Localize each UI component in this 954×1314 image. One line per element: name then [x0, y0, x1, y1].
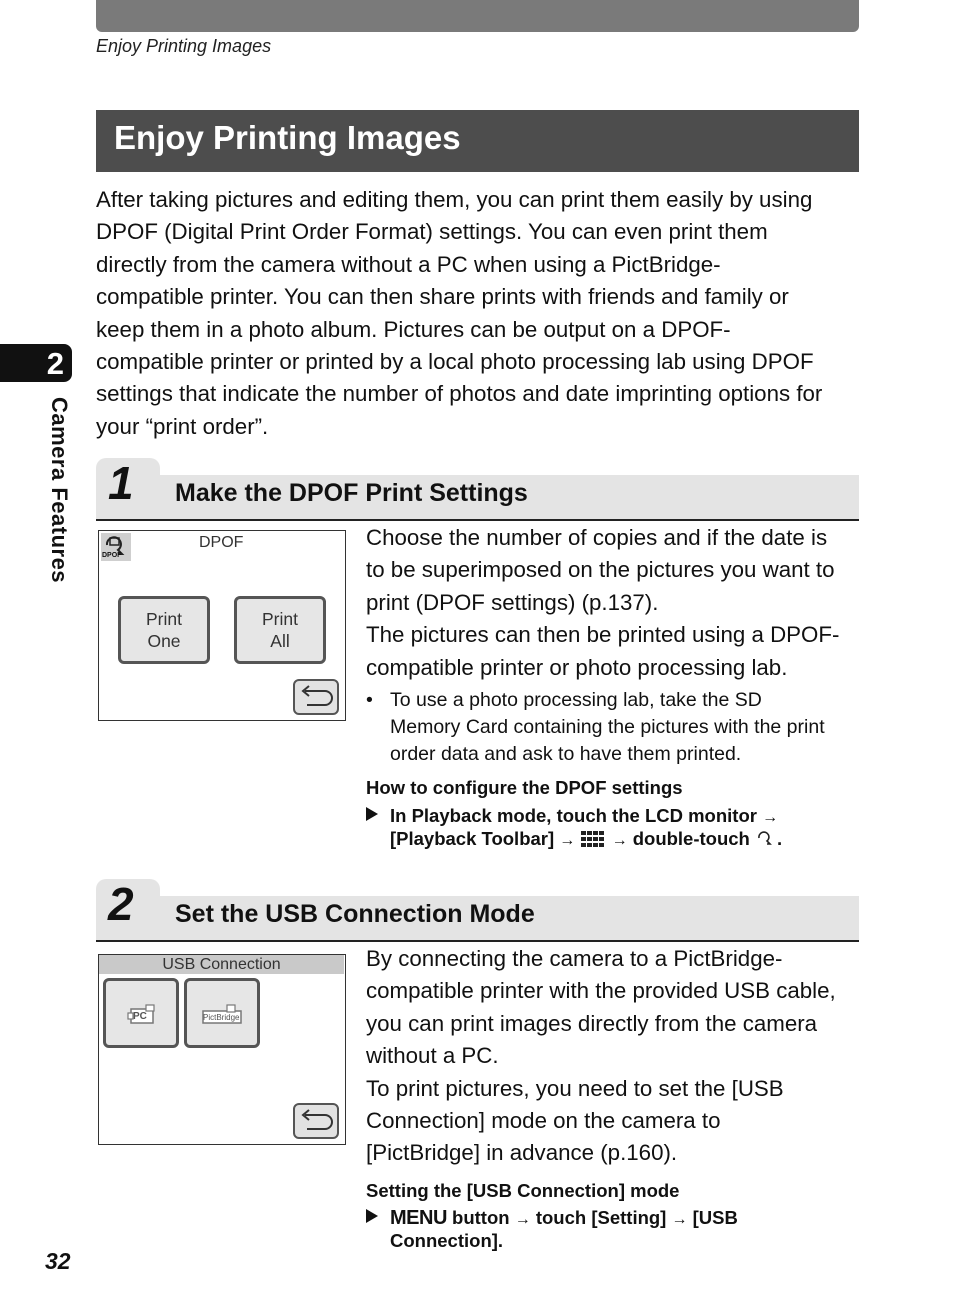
print-all-label-line2: All	[270, 631, 290, 651]
running-header: Enjoy Printing Images	[96, 36, 272, 56]
page-title: Enjoy Printing Images	[114, 119, 461, 156]
pc-mode-button[interactable]	[103, 978, 179, 1048]
step-2-body-line: To print pictures, you need to set the [USB	[366, 1075, 784, 1101]
step-2-body-line: without a PC.	[366, 1043, 499, 1069]
step-1-body-line: Choose the number of copies and if the date is	[366, 525, 828, 550]
step-2-heading: Set the USB Connection Mode	[175, 900, 535, 928]
bullet-dot: •	[366, 689, 373, 711]
howto-text: In Playback mode, touch the LCD monitor	[390, 805, 757, 826]
header-bar	[96, 0, 859, 32]
bullet-line: To use a photo processing lab, take the SD	[390, 689, 762, 711]
usb-screen-title: USB Connection	[99, 955, 344, 974]
print-one-label-line2: One	[147, 631, 181, 651]
bullet-line: Memory Card containing the pictures with the print	[390, 716, 825, 738]
intro-line: After taking pictures and editing them, you can print them easily by using	[96, 187, 813, 212]
howto-line	[390, 1229, 503, 1252]
chapter-label: Camera Features	[47, 397, 72, 584]
chapter-number: 2	[46, 346, 64, 381]
page-number: 32	[45, 1248, 71, 1274]
arrow-icon: →	[611, 832, 628, 849]
intro-line: directly from the camera without a PC when using a PictBridge-	[96, 251, 721, 277]
print-one-button[interactable]	[118, 596, 210, 664]
howto-line	[390, 1206, 738, 1231]
intro-line: DPOF (Digital Print Order Format) settings. You can even print them	[96, 219, 768, 245]
menu-key-label: MENU	[390, 1207, 447, 1229]
dpof-icon	[101, 533, 131, 561]
arrow-icon: →	[671, 1211, 688, 1228]
howto-text: Connection].	[390, 1230, 504, 1251]
print-all-button[interactable]	[234, 596, 326, 664]
intro-line: settings that indicate the number of photos and date imprinting options for	[96, 381, 823, 407]
step-2-howto-title: Setting the [USB Connection] mode	[366, 1180, 680, 1201]
dpof-icon-label: DPOF	[102, 552, 122, 559]
howto-text: [USB	[692, 1207, 738, 1228]
back-button[interactable]	[293, 679, 339, 715]
howto-line	[390, 804, 778, 829]
step-2-body-line: you can print images directly from the camera	[366, 1010, 818, 1036]
arrow-icon: →	[559, 832, 576, 849]
arrow-icon: →	[514, 1211, 531, 1228]
step-2-body-line: Connection] mode on the camera to	[366, 1108, 721, 1134]
intro-line: your “print order”.	[96, 413, 269, 439]
howto-end: .	[777, 828, 783, 849]
intro-line: keep them in a photo album. Pictures can be output on a DPOF-	[96, 316, 731, 342]
return-icon	[295, 681, 337, 713]
triangle-icon	[366, 807, 378, 821]
dpof-small-icon	[755, 830, 777, 848]
step-1-body-line: print (DPOF settings) (p.137).	[366, 589, 659, 615]
howto-line	[390, 827, 782, 852]
howto-text: button	[452, 1207, 510, 1228]
step-1-howto-title: How to configure the DPOF settings	[366, 777, 683, 798]
grid-view-icon	[580, 830, 606, 848]
step-1-body-line: to be superimposed on the pictures you want to	[366, 557, 835, 583]
howto-text: touch [Setting]	[535, 1207, 667, 1228]
step-1-body-line: The pictures can then be printed using a DPOF-	[366, 622, 840, 648]
usb-screen	[98, 954, 346, 1145]
step-2-body-line: compatible printer with the provided USB cable,	[366, 978, 836, 1004]
pictbridge-mode-button[interactable]	[184, 978, 260, 1048]
back-button[interactable]	[293, 1103, 339, 1139]
bullet-text	[390, 687, 866, 768]
arrow-icon: →	[762, 809, 779, 826]
intro-paragraph	[96, 184, 866, 443]
step-1-body	[366, 522, 866, 684]
howto-text: [Playback Toolbar]	[390, 828, 555, 849]
step-1-heading: Make the DPOF Print Settings	[175, 479, 528, 507]
howto-text: double-touch	[632, 828, 750, 849]
dpof-screen-title: DPOF	[199, 534, 244, 551]
intro-line: compatible printer. You can then share prints with friends and family or	[96, 284, 789, 310]
step-2-number: 2	[108, 878, 134, 930]
print-one-label-line1: Print	[146, 609, 182, 629]
print-all-label-line1: Print	[262, 609, 298, 629]
step-2-body	[366, 943, 866, 1170]
return-icon	[295, 1105, 337, 1137]
step-2-body-line: By connecting the camera to a PictBridge-	[366, 946, 783, 971]
intro-line: compatible printer or printed by a local photo processing lab using DPOF	[96, 349, 814, 375]
pictbridge-icon-label: PictBridge	[203, 1013, 240, 1022]
step-1-body-line: compatible printer or photo processing lab.	[366, 654, 788, 680]
pc-icon-label: PC	[133, 1011, 147, 1022]
bullet-line: order data and ask to have them printed.	[390, 743, 742, 765]
dpof-screen	[98, 530, 346, 721]
triangle-icon	[366, 1209, 378, 1223]
step-2-body-line: [PictBridge] in advance (p.160).	[366, 1140, 678, 1166]
step-1-number: 1	[108, 457, 134, 509]
